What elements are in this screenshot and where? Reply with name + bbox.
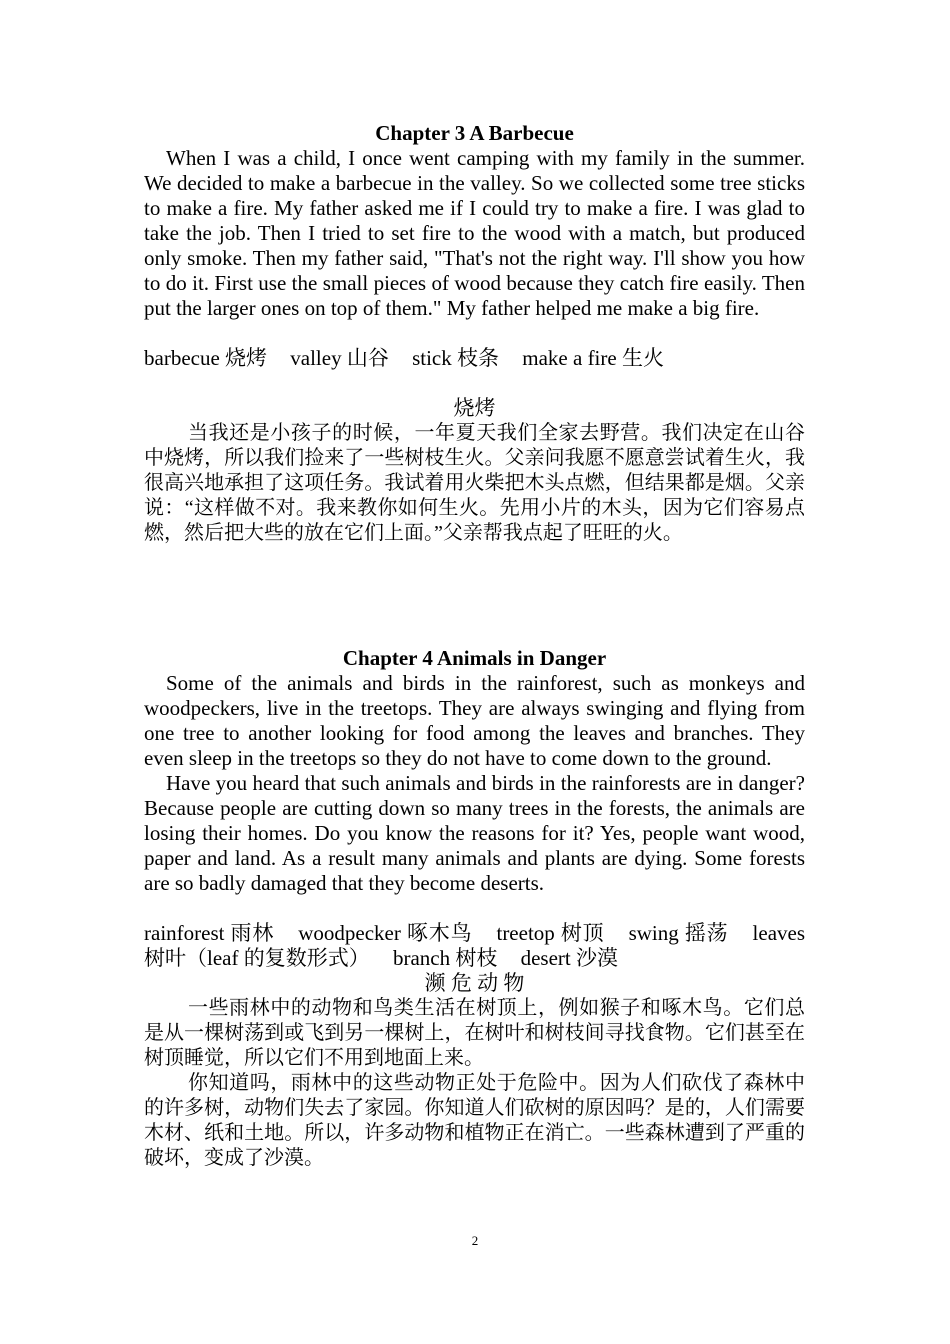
chapter3-cn-title: 烧烤 — [453, 396, 496, 420]
vocab-item: barbecue 烧烤 — [144, 346, 268, 370]
chapter4-vocab — [144, 921, 805, 971]
chapter4-paragraph-1: Some of the animals and birds in the rainforest, such as monkeys and woodpeckers, live in the treetops. They are always swinging and flying from one tree to another looking for food among the leaves and branches. They even sleep in the treetops so they do not have to come down to the ground. — [144, 671, 805, 770]
chapter4-paragraph-2: Have you heard that such animals and birds in the rainforests are in danger? Because people are cutting down so many trees in the forests, the animals are losing their homes. Do you know the reasons for it? Yes, people want wood, paper and land. As a result many animals and plants are dying. Some forests are so badly damaged that they become deserts. — [144, 771, 805, 895]
chapter4-cn-paragraph-2: 你知道吗，雨林中的这些动物正处于危险中。因为人们砍伐了森林中的许多树，动物们失去了家园。你知道人们砍树的原因吗？是的，人们需要木材、纸和土地。所以，许多动物和植物正在消亡。一些森林遭到了严重的破坏，变成了沙漠。 — [144, 1072, 805, 1169]
vocab-item: branch 树枝 — [392, 946, 498, 970]
spacer — [144, 896, 805, 921]
chapter3-title: Chapter 3 A Barbecue — [375, 121, 574, 145]
chapter3-paragraph: When I was a child, I once went camping with my family in the summer. We decided to make a barbecue in the valley. So we collected some tree sticks to make a fire. My father asked me if I could try to make a fire. I was glad to take the job. Then I tried to set fire to the wood with a match, but produced only smoke. Then my father said, "That's not the right way. I'll show you how to do it. First use the small pieces of wood because they catch fire easily. Then put the larger ones on top of them." My father helped me make a big fire. — [144, 146, 805, 320]
chapter3-vocab — [144, 346, 805, 371]
chapter3-cn-paragraph: 当我还是小孩子的时候，一年夏天我们全家去野营。我们决定在山谷中烧烤，所以我们捡来了一些树枝生火。父亲问我愿不愿意尝试着生火，我很高兴地承担了这项任务。我试着用火柴把木头点燃，但结果都是烟。父亲说：“这样做不对。我来教你如何生火。先用小片的木头，因为它们容易点燃，然后把大些的放在它们上面。”父亲帮我点起了旺旺的火。 — [144, 422, 805, 544]
spacer — [144, 321, 805, 346]
vocab-item: leaves 树叶（leaf 的复数形式） — [144, 921, 806, 970]
vocab-item: rainforest 雨林 — [144, 921, 275, 945]
page-number: 2 — [471, 1233, 479, 1248]
chapter4-title: Chapter 4 Animals in Danger — [342, 646, 607, 670]
document-page — [144, 121, 805, 1171]
chapter4-cn-title: 濒 危 动 物 — [424, 971, 525, 995]
spacer — [144, 371, 805, 396]
spacer — [144, 546, 805, 646]
vocab-item: swing 摇荡 — [628, 921, 729, 945]
vocab-item: woodpecker 啄木鸟 — [298, 921, 473, 945]
vocab-item: valley 山谷 — [290, 346, 389, 370]
chapter4-cn-paragraph-1: 一些雨林中的动物和鸟类生活在树顶上，例如猴子和啄木鸟。它们总是从一棵树荡到或飞到另一棵树上，在树叶和树枝间寻找食物。它们甚至在树顶睡觉，所以它们不用到地面上来。 — [144, 997, 805, 1069]
vocab-item: treetop 树顶 — [496, 921, 605, 945]
vocab-item: desert 沙漠 — [520, 946, 619, 970]
vocab-item: stick 枝条 — [412, 346, 500, 370]
vocab-item: make a fire 生火 — [522, 346, 664, 370]
